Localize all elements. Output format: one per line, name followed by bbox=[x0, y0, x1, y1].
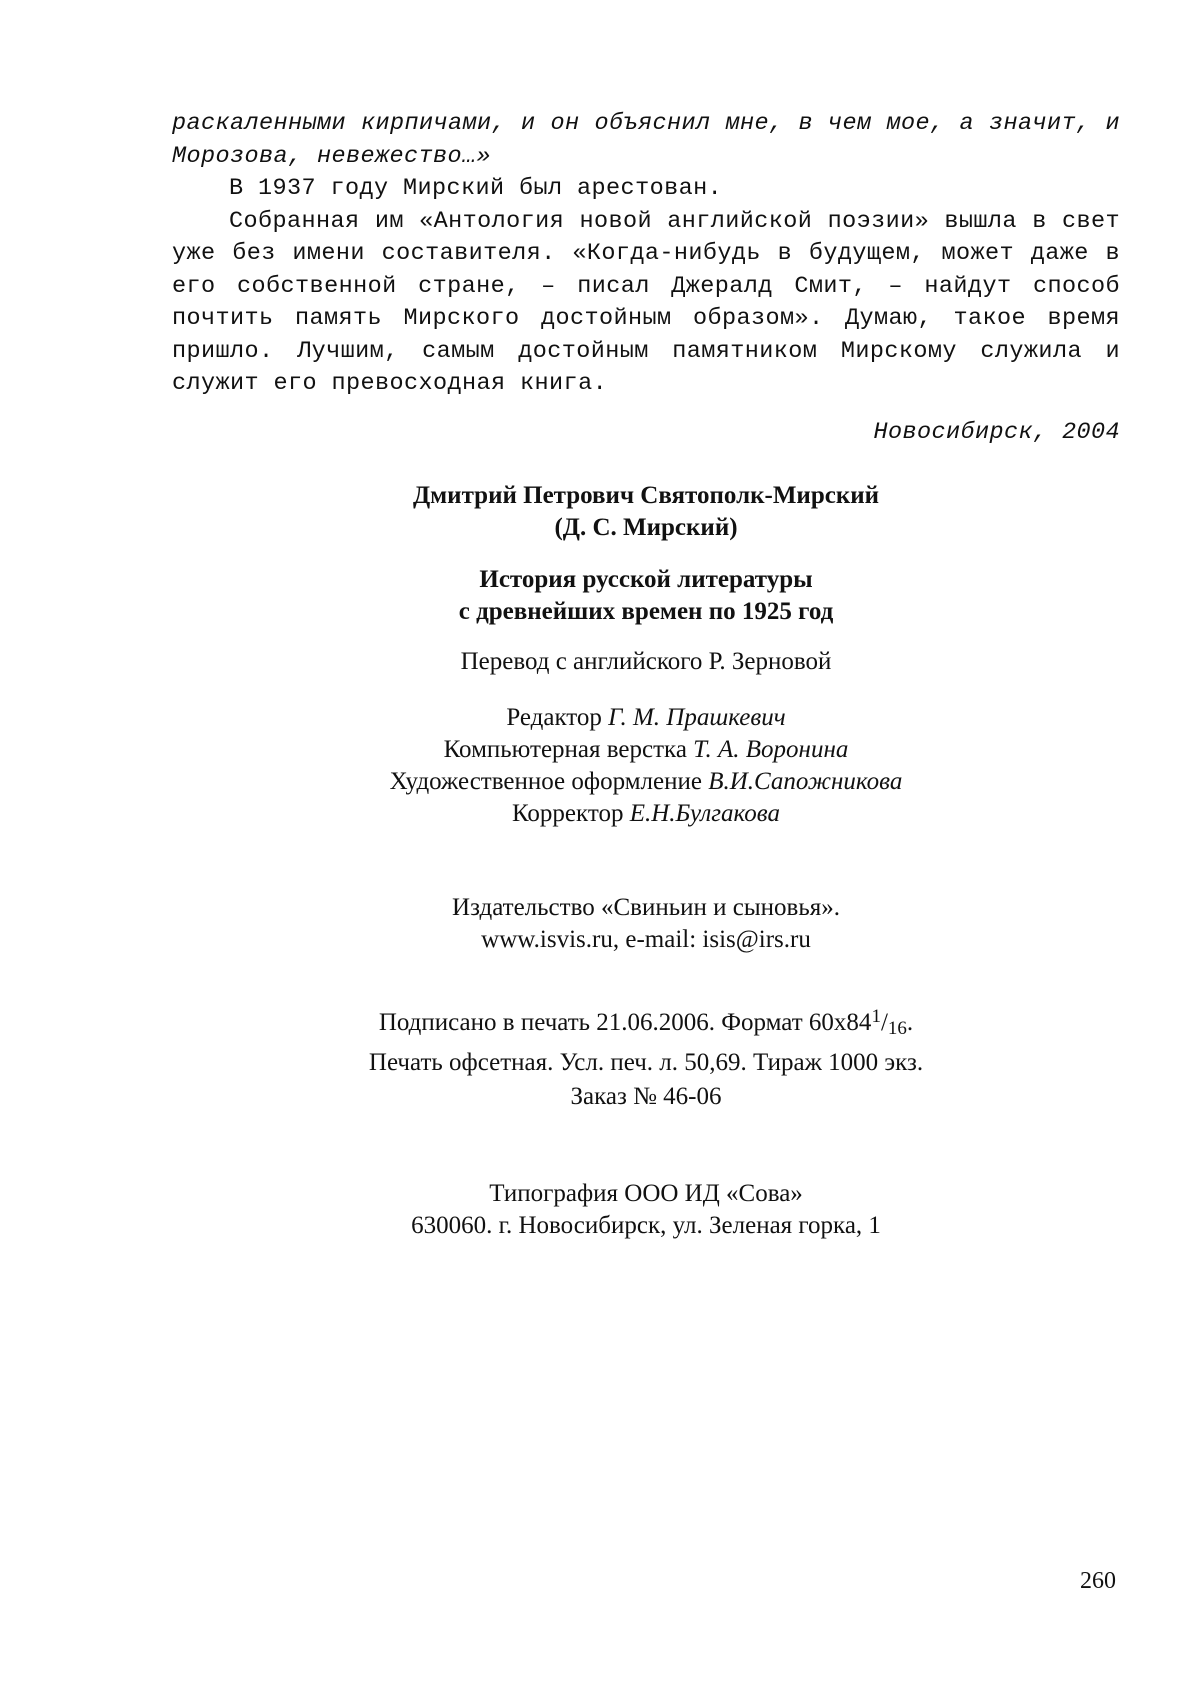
author-short-name: (Д. С. Мирский) bbox=[554, 513, 738, 541]
format-end: . bbox=[906, 1008, 914, 1036]
publisher-block bbox=[172, 892, 1120, 956]
translator-credit: Перевод с английского Р. Зерновой bbox=[460, 647, 832, 675]
staff-person: В.И.Сапожникова bbox=[708, 767, 903, 795]
book-title-line-1: История русской литературы bbox=[479, 565, 813, 593]
page-number: 260 bbox=[1080, 1568, 1116, 1594]
staff-credit-editor bbox=[172, 702, 1120, 734]
book-title-line-2: с древнейших времен по 1925 год bbox=[458, 597, 834, 625]
publisher-contacts: www.isvis.ru, e-mail: isis@irs.ru bbox=[481, 925, 811, 953]
author-block bbox=[172, 480, 1120, 544]
printer-name: Типография ООО ИД «Сова» bbox=[489, 1179, 803, 1207]
place-date: Новосибирск, 2004 bbox=[873, 418, 1120, 446]
paragraph-anthology: Собранная им «Антология новой английской поэзии» вышла в свет уже без имени составителя. «Когда-нибудь в будущем, может даже в его собственной стране, – писал Джералд Смит, – найдут способ почтить память Мирского достойным образом». Думаю, такое время пришло. Лучшим, самым достойным памятником Мирскому служила и служит его превосходная книга. bbox=[172, 207, 1120, 397]
book-title-block bbox=[172, 564, 1120, 628]
document-page bbox=[172, 108, 1120, 1242]
print-signed-text: Подписано в печать 21.06.2006. Формат 60х84 bbox=[378, 1008, 872, 1036]
format-fraction-numerator: 1 bbox=[871, 1005, 881, 1027]
staff-role: Редактор bbox=[506, 703, 602, 731]
order-number: Заказ № 46-06 bbox=[570, 1082, 722, 1110]
staff-person: Т. А. Воронина bbox=[693, 735, 849, 763]
format-fraction-slash: / bbox=[880, 1008, 888, 1036]
staff-role: Компьютерная верстка bbox=[443, 735, 687, 763]
publisher-name: Издательство «Свиньин и сыновья». bbox=[452, 893, 840, 921]
quote-continuation: раскаленными кирпичами, и он объяснил мне, в чем мое, а значит, и Морозова, невежество…» bbox=[172, 110, 1120, 170]
staff-credit-proofreader bbox=[172, 798, 1120, 830]
staff-role: Корректор bbox=[512, 799, 624, 827]
author-name: Дмитрий Петрович Святополк-Мирский bbox=[412, 481, 880, 509]
print-signed-format bbox=[172, 1000, 1120, 1046]
print-details: Печать офсетная. Усл. печ. л. 50,69. Тираж 1000 экз. bbox=[368, 1048, 924, 1076]
staff-credits bbox=[172, 702, 1120, 830]
staff-role: Художественное оформление bbox=[389, 767, 702, 795]
staff-credit-design bbox=[172, 766, 1120, 798]
paragraph-arrest: В 1937 году Мирский был арестован. bbox=[229, 175, 723, 202]
format-fraction-denominator: 16 bbox=[887, 1017, 907, 1039]
printer-block bbox=[172, 1178, 1120, 1242]
staff-credit-layout bbox=[172, 734, 1120, 766]
print-info-block bbox=[172, 1000, 1120, 1114]
staff-person: Е.Н.Булгакова bbox=[629, 799, 780, 827]
printer-address: 630060. г. Новосибирск, ул. Зеленая горка, 1 bbox=[411, 1211, 881, 1239]
staff-person: Г. М. Прашкевич bbox=[608, 703, 786, 731]
